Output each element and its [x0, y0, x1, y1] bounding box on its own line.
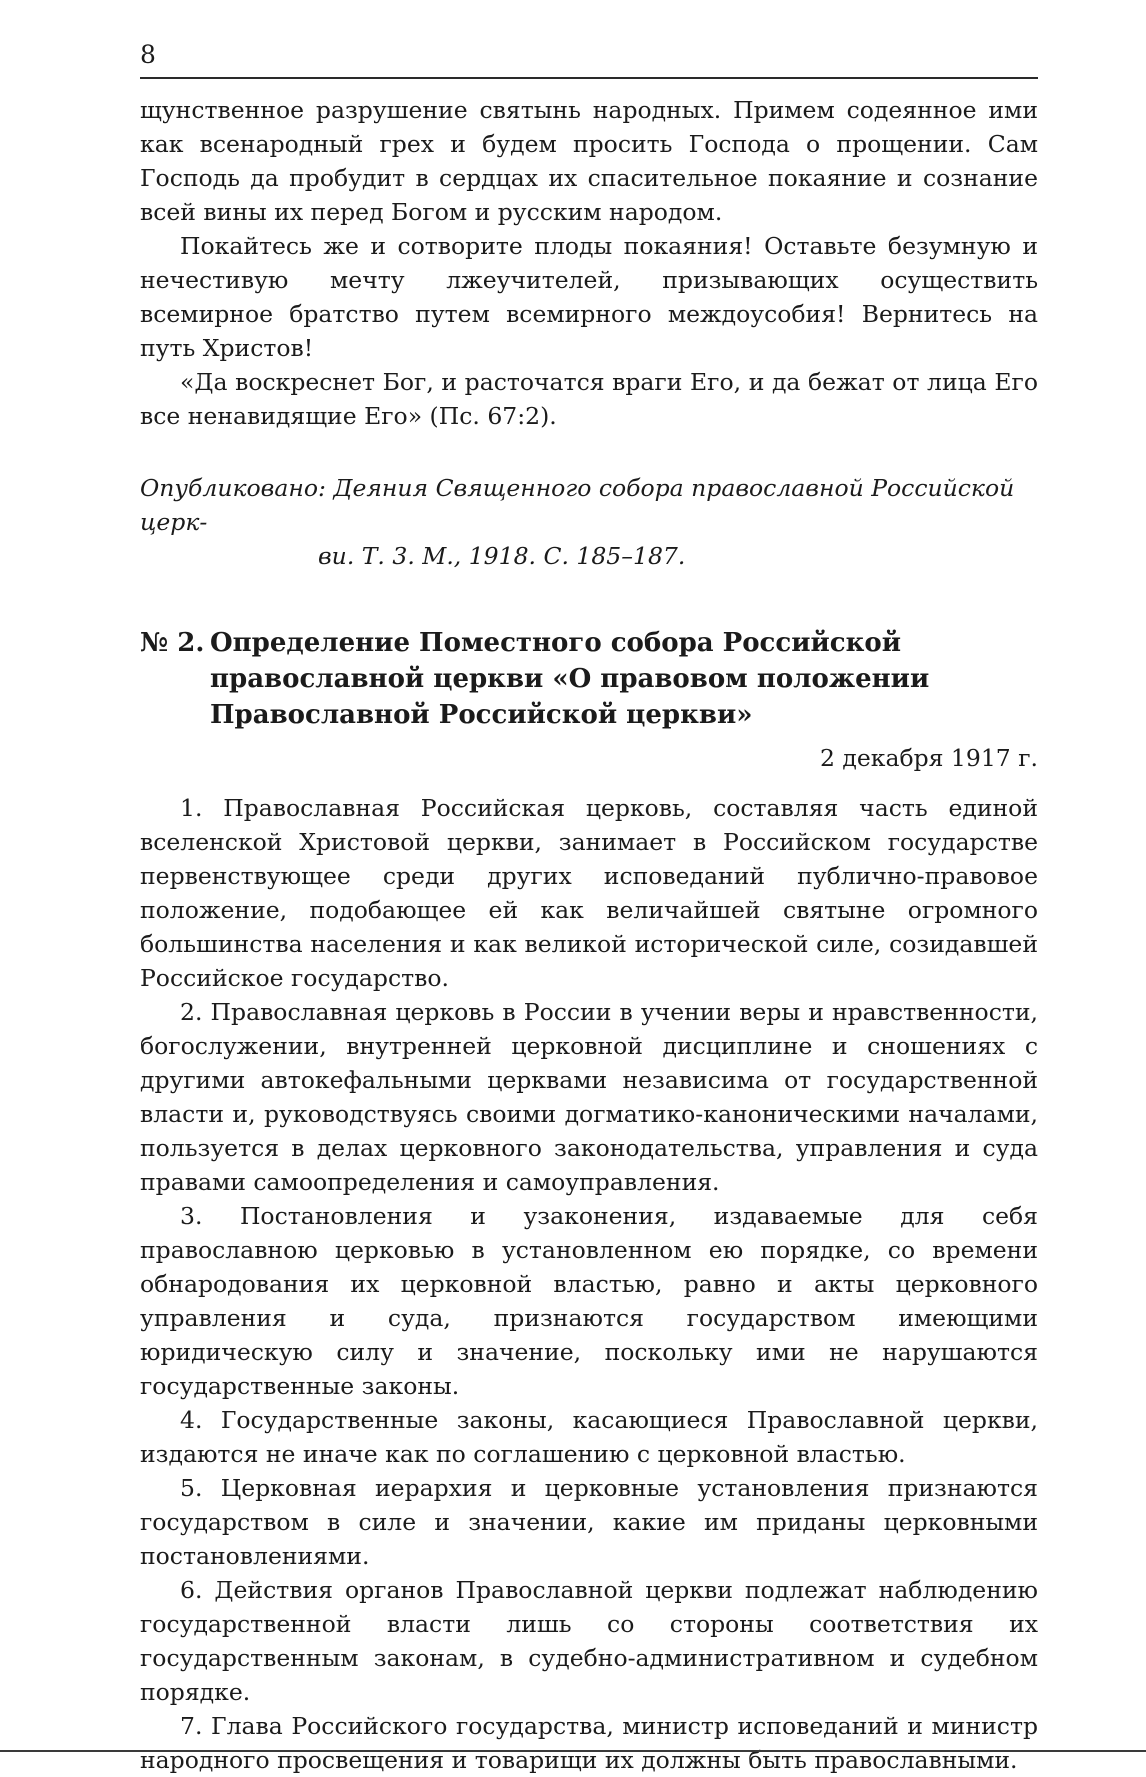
document-date: 2 декабря 1917 г. [819, 744, 1038, 772]
header-rule [140, 77, 1038, 79]
publication-source-line: Опубликовано: Деяния Священного собора православной Российской церк- [140, 474, 1015, 536]
document-item: 3. Постановления и узаконения, издаваемые для себя православною церковью в установленном ею порядке, со времени обнародования их церковной властью, равно и акты церковного управления и суда, признаются государством имеющими юридическую силу и значение, поскольку ими не нарушаются государственные законы. [140, 1202, 1038, 1400]
document-item: 7. Глава Российского государства, министр исповеданий и министр народного просвещения и товарищи их должны быть православными. [140, 1712, 1038, 1774]
book-page [140, 42, 1038, 1777]
publication-source [140, 471, 1038, 573]
document-item: 2. Православная церковь в России в учении веры и нравственности, богослужении, внутренней церковной дисциплине и сношениях с другими автокефальными церквами независима от государственной власти и, руководствуясь своими догматико-каноническими началами, пользуется в делах церковного законодательства, управления и суда правами самоопределения и самоуправления. [140, 998, 1038, 1196]
document-heading [140, 625, 1038, 733]
document-item: 5. Церковная иерархия и церковные установления признаются государством в силе и значении, какие им приданы церковными постановлениями. [140, 1474, 1038, 1570]
document-number: № 2. [140, 628, 205, 658]
continuation-paragraph: Покайтесь же и сотворите плоды покаяния! Оставьте безумную и нечестивую мечту лжеучителей, призывающих осуществить всемирное братство путем всемирного междоусобия! Вернитесь на путь Христов! [140, 232, 1038, 362]
continuation-text [140, 93, 1038, 433]
publication-source-line: ви. Т. 3. М., 1918. С. 185–187. [318, 542, 686, 570]
continuation-paragraph: «Да воскреснет Бог, и расточатся враги Его, и да бежат от лица Его все ненавидящие Его» (Пс. 67:2). [140, 368, 1038, 430]
document-item: 4. Государственные законы, касающиеся Православной церкви, издаются не иначе как по соглашению с церковной властью. [140, 1406, 1038, 1468]
document-body [140, 791, 1038, 1777]
bottom-edge-rule [0, 1750, 1146, 1752]
document-title: Определение Поместного собора Российской православной церкви «О правовом положении Православной Российской церкви» [210, 628, 930, 730]
document-item: 6. Действия органов Православной церкви подлежат наблюдению государственной власти лишь со стороны соответствия их государственным законам, в судебно-административном и судебном порядке. [140, 1576, 1038, 1706]
page-number: 8 [140, 40, 156, 69]
document-item: 1. Православная Российская церковь, составляя часть единой вселенской Христовой церкви, занимает в Российском государстве первенствующее среди других исповеданий публично-правовое положение, подобающее ей как величайшей святыне огромного большинства населения и как великой исторической силе, созидавшей Российское государство. [140, 794, 1038, 992]
continuation-paragraph: щунственное разрушение святынь народных. Примем содеянное ими как всенародный грех и будем просить Господа о прощении. Сам Господь да пробудит в сердцах их спасительное покаяние и сознание всей вины их перед Богом и русским народом. [140, 96, 1038, 226]
